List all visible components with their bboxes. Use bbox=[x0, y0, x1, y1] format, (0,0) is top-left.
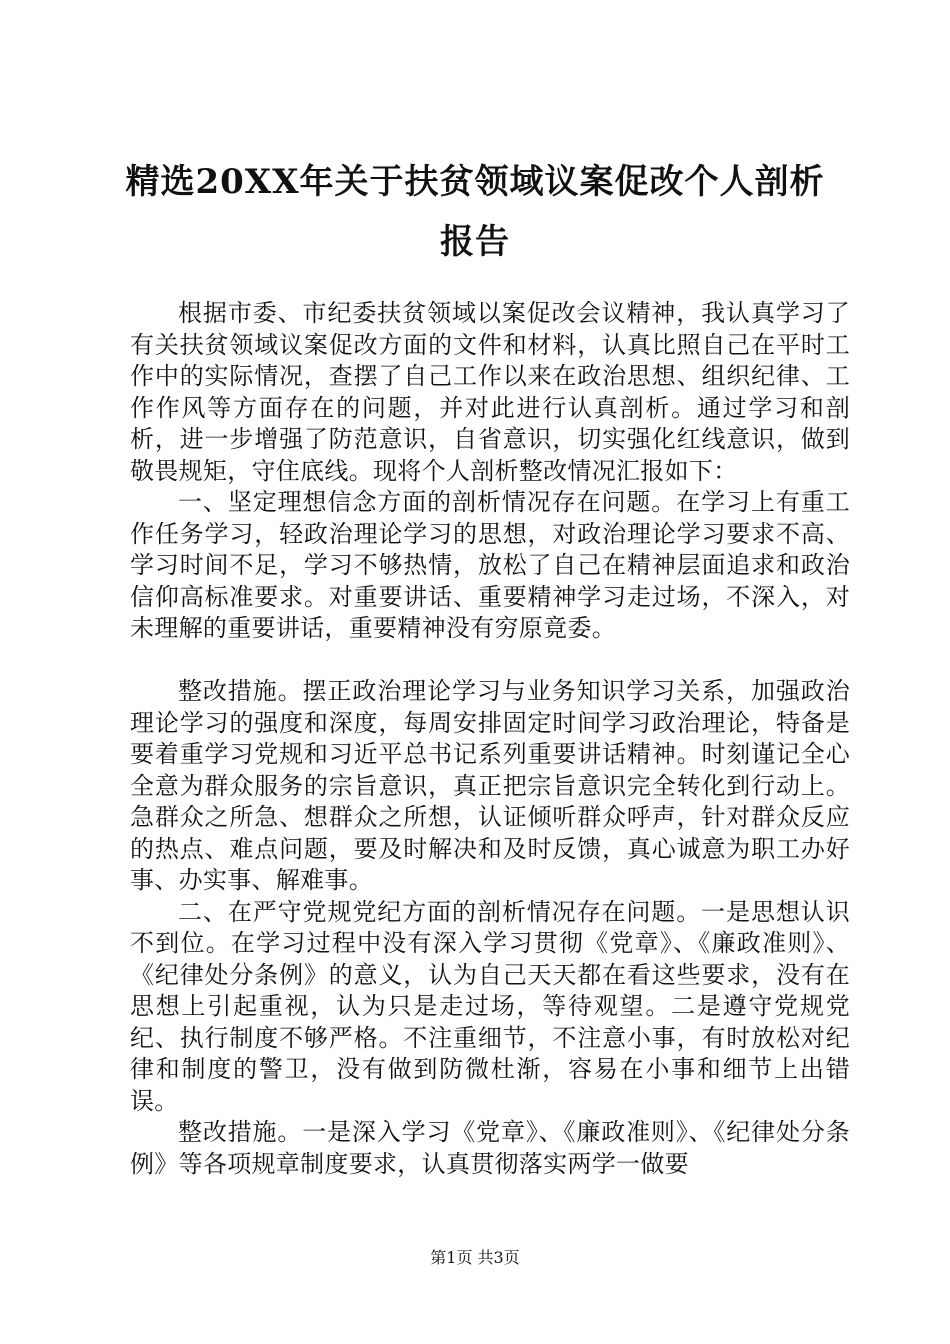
paragraph-spacer bbox=[130, 645, 850, 677]
document-title-line-2: 报告 bbox=[440, 222, 510, 262]
paragraph-intro: 根据市委、市纪委扶贫领域以案促改会议精神，我认真学习了有关扶贫领域议案促改方面的文件和材料，认真比照自己在平时工作中的实际情况，查摆了自己工作以来在政治思想、组织纪律、工作作风等方面存在的问题，并对此进行认真剖析。通过学习和剖析，进一步增强了防范意识，自省意识，切实强化红线意识，做到敬畏规矩，守住底线。现将个人剖析整改情况汇报如下： bbox=[130, 299, 850, 485]
paragraph-section-1-measures: 整改措施。摆正政治理论学习与业务知识学习关系，加强政治理论学习的强度和深度，每周安排固定时间学习政治理论，特备是要着重学习党规和习近平总书记系列重要讲话精神。时刻谨记全心全意为群众服务的宗旨意识，真正把宗旨意识完全转化到行动上。急群众之所急、想群众之所想，认证倾听群众呼声，针对群众反应的热点、难点问题，要及时解决和及时反馈，真心诚意为职工办好事、办实事、解难事。 bbox=[130, 677, 850, 894]
paragraph-section-1-problems: 一、坚定理想信念方面的剖析情况存在问题。在学习上有重工作任务学习，轻政治理论学习的思想，对政治理论学习要求不高、学习时间不足，学习不够热情，放松了自己在精神层面追求和政治信仰高标准要求。对重要讲话、重要精神学习走过场，不深入，对未理解的重要讲话，重要精神没有穷原竟委。 bbox=[130, 488, 850, 642]
document-body bbox=[130, 298, 850, 1180]
page-number-footer: 第1页 共3页 bbox=[430, 1248, 520, 1267]
document-title-line-1: 精选20XX年关于扶贫领域议案促改个人剖析 bbox=[125, 162, 825, 202]
paragraph-section-2-problems: 二、在严守党规党纪方面的剖析情况存在问题。一是思想认识不到位。在学习过程中没有深入学习贯彻《党章》、《廉政准则》、《纪律处分条例》的意义，认为自己天天都在看这些要求，没有在思想上引起重视，认为只是走过场，等待观望。二是遵守党规党纪、执行制度不够严格。不注重细节，不注意小事，有时放松对纪律和制度的警卫，没有做到防微杜渐，容易在小事和细节上出错误。 bbox=[130, 897, 850, 1115]
paragraph-section-2-measures: 整改措施。一是深入学习《党章》、《廉政准则》、《纪律处分条例》等各项规章制度要求，认真贯彻落实两学一做要 bbox=[130, 1118, 850, 1178]
